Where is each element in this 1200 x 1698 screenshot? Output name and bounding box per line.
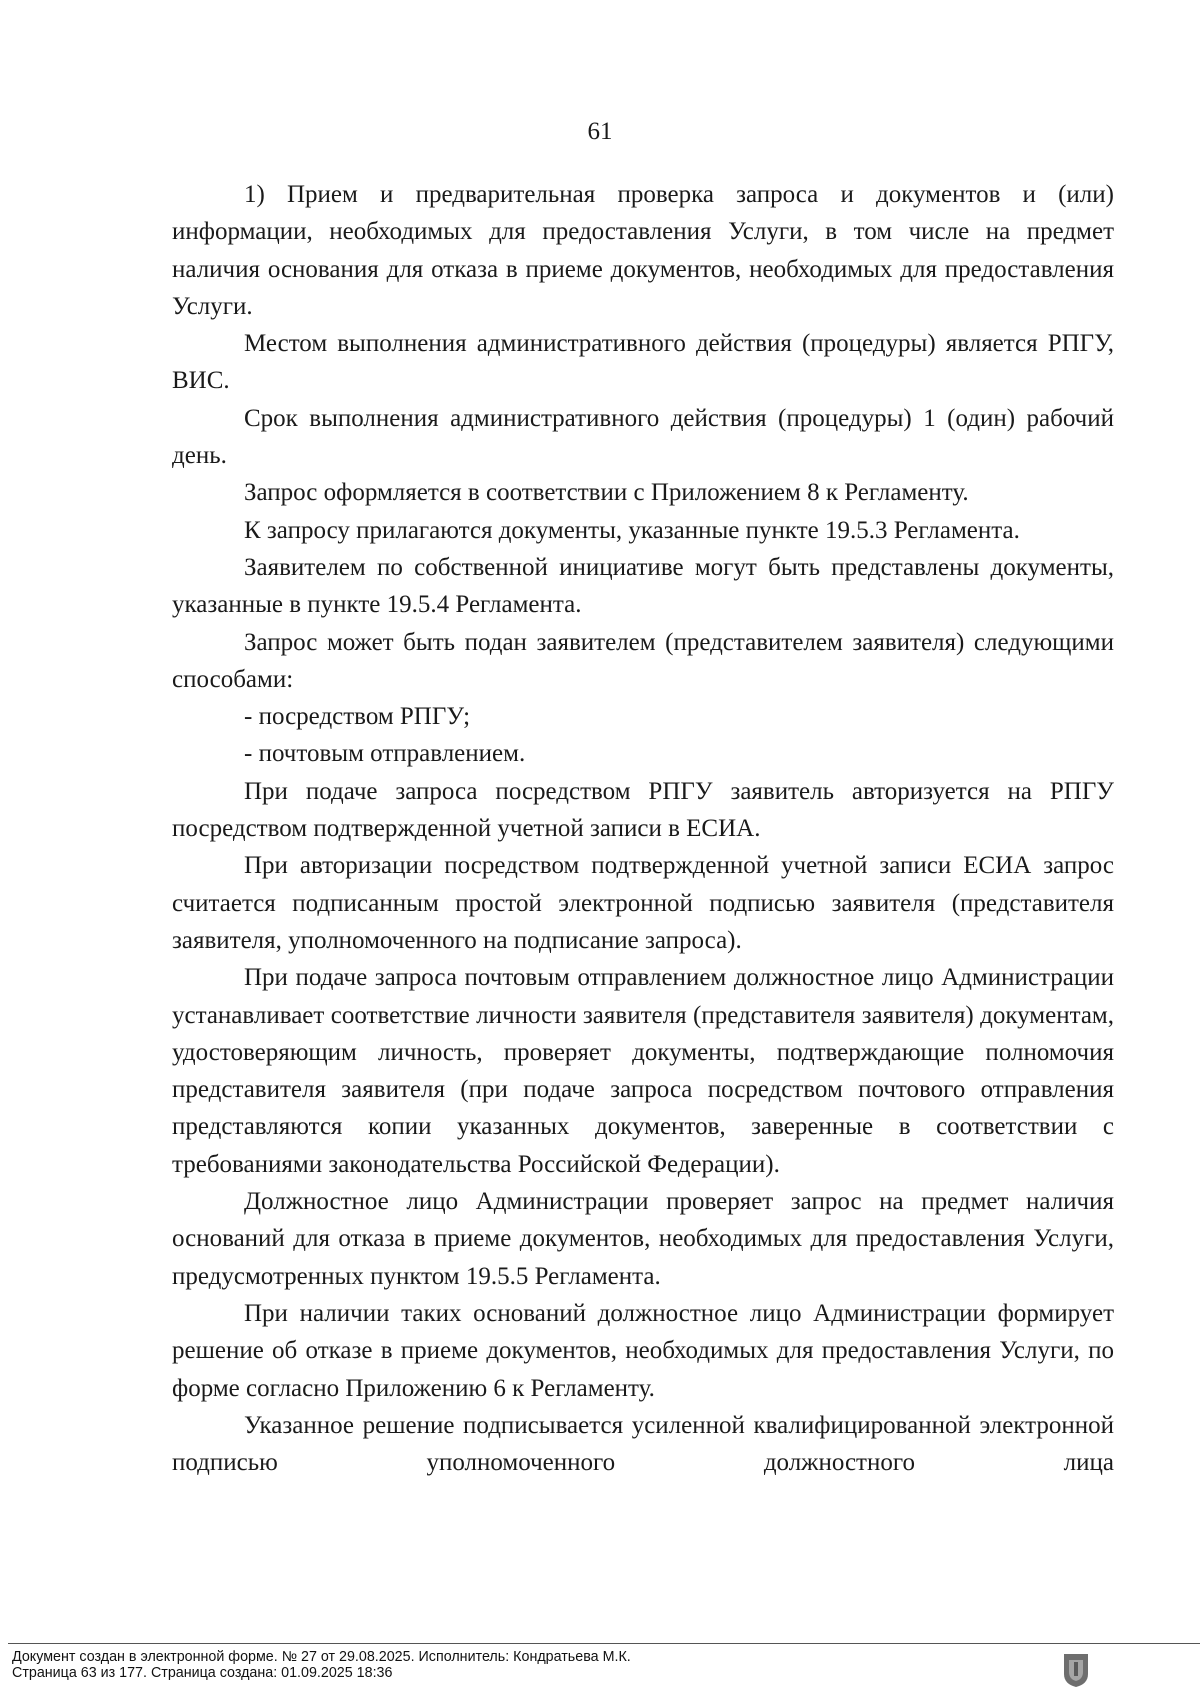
list-item-rpgu: - посредством РПГУ; (244, 703, 471, 731)
paragraph-rpgu-auth: При подаче запроса посредством РПГУ заявитель авторизуется на РПГУ посредством подтвержденной учетной записи в ЕСИА. (172, 777, 1114, 843)
paragraph-submission-methods: Запрос может быть подан заявителем (представителем заявителя) следующими способами: (172, 628, 1114, 693)
paragraph-attached-docs: К запросу прилагаются документы, указанные пункте 19.5.3 Регламента. (244, 516, 1020, 544)
paragraph-refusal-decision: При наличии таких оснований должностное лицо Администрации формирует решение об отказе в приеме документов, необходимых для предоставления Услуги, по форме согласно Приложению 6 к Регламенту. (172, 1299, 1114, 1402)
list-item-post: - почтовым отправлением. (244, 740, 526, 768)
footer-page-info: Страница 63 из 177. Страница создана: 01.09.2025 18:36 (12, 1665, 393, 1681)
paragraph-place: Местом выполнения административного действия (процедуры) является РПГУ, ВИС. (172, 330, 1114, 395)
paragraph-signature: Указанное решение подписывается усиленной квалифицированной электронной подписью уполномоченного должностного лица (172, 1411, 1114, 1477)
page-number: 61 (587, 118, 613, 145)
coat-of-arms-icon (1062, 1652, 1090, 1688)
paragraph-refusal-grounds: Должностное лицо Администрации проверяет запрос на предмет наличия оснований для отказа в приеме документов, необходимых для предоставления Услуги, предусмотренных пунктом 19.5.5 Регламента. (172, 1188, 1114, 1290)
footer-info (12, 1649, 631, 1681)
footer-divider (8, 1643, 1200, 1644)
paragraph-postal-check: При подаче запроса почтовым отправлением должностное лицо Администрации устанавливает соответствие личности заявителя (представителя заявителя) документам, удостоверяющим личность, проверяет документы, подтверждающие полномочия представителя заявителя (при подаче запроса посредством почтового отправления представляются копии указанных документов, заверенные в соответствии с требованиями законодательства Российской Федерации). (172, 964, 1114, 1178)
paragraph-own-initiative: Заявителем по собственной инициативе могут быть представлены документы, указанные в пункте 19.5.4 Регламента. (172, 553, 1114, 619)
footer-document-info: Документ создан в электронной форме. № 27 от 29.08.2025. Исполнитель: Кондратьева М.К. (12, 1649, 631, 1665)
paragraph-reception-step: 1) Прием и предварительная проверка запроса и документов и (или) информации, необходимых для предоставления Услуги, в том числе на предмет наличия основания для отказа в приеме документов, необходимых для предоставления Услуги. (172, 181, 1114, 320)
paragraph-term: Срок выполнения административного действия (процедуры) 1 (один) рабочий день. (172, 404, 1114, 470)
document-body (172, 176, 1114, 1481)
government-logo (1062, 1650, 1192, 1690)
paragraph-esia-signature: При авторизации посредством подтвержденной учетной записи ЕСИА запрос считается подписанным простой электронной подписью заявителя (представителя заявителя, уполномоченного на подписание запроса). (172, 852, 1114, 954)
paragraph-request-form: Запрос оформляется в соответствии с Приложением 8 к Регламенту. (244, 479, 969, 507)
